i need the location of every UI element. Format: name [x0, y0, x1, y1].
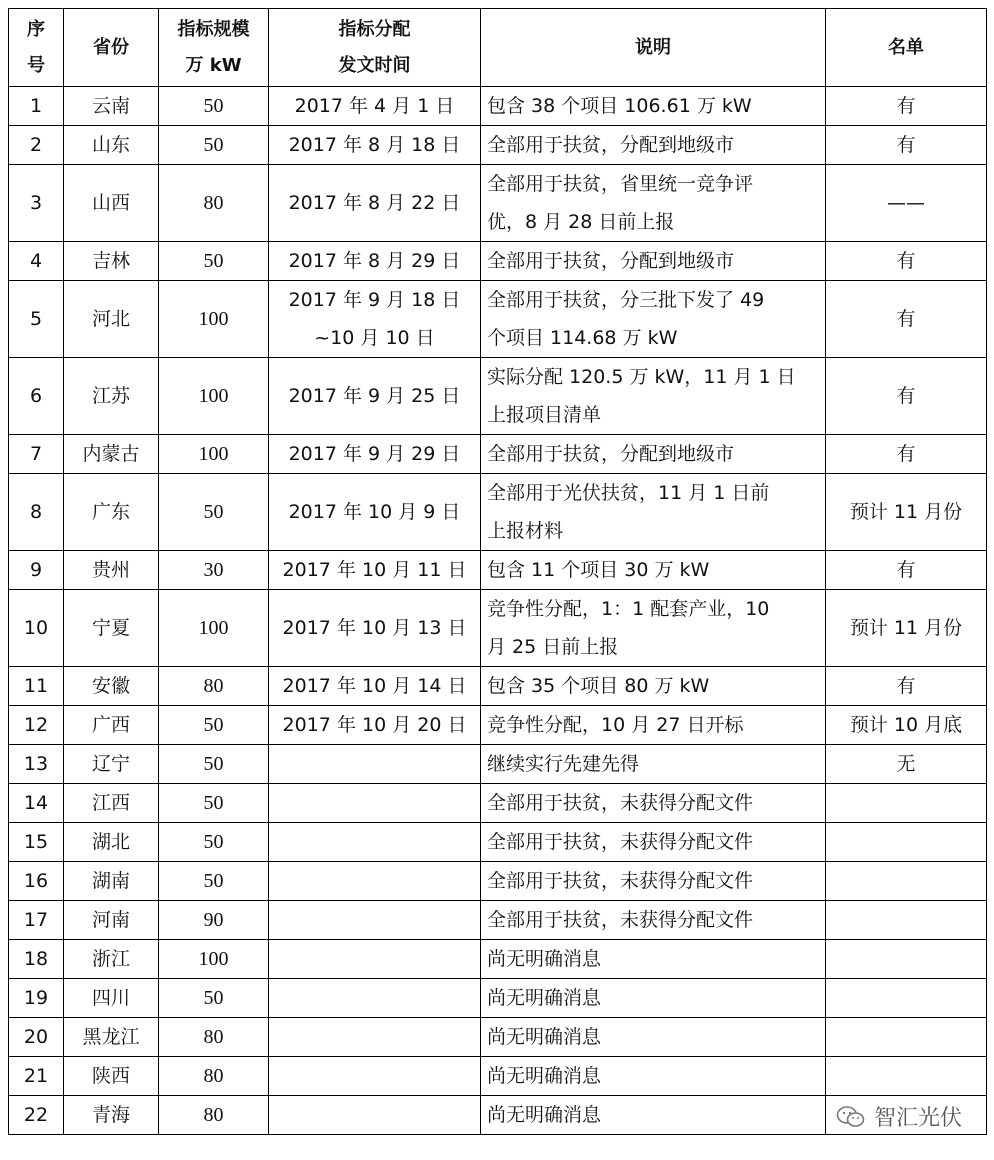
cell-note: 全部用于扶贫，未获得分配文件: [481, 901, 826, 940]
cell-scale: 80: [159, 1057, 269, 1096]
cell-list: 预计 11 月份: [826, 474, 987, 551]
cell-province: 山西: [64, 165, 159, 242]
table-row: [9, 126, 987, 165]
cell-province: 辽宁: [64, 745, 159, 784]
header-date: 指标分配 发文时间: [269, 9, 481, 87]
cell-seq: 7: [9, 435, 64, 474]
cell-list: 预计 11 月份: [826, 590, 987, 667]
cell-note: 全部用于扶贫，省里统一竞争评 优，8 月 28 日前上报: [481, 165, 826, 242]
cell-note: 全部用于扶贫，分配到地级市: [481, 435, 826, 474]
cell-date: [269, 1018, 481, 1057]
header-list: 名单: [826, 9, 987, 87]
cell-list: 有: [826, 667, 987, 706]
cell-list: 有: [826, 126, 987, 165]
cell-province: 湖南: [64, 862, 159, 901]
cell-province: 广东: [64, 474, 159, 551]
table-row: [9, 706, 987, 745]
cell-province: 江西: [64, 784, 159, 823]
table-row: [9, 823, 987, 862]
cell-note: 尚无明确消息: [481, 940, 826, 979]
cell-list: 有: [826, 87, 987, 126]
table-row: [9, 1057, 987, 1096]
cell-seq: 19: [9, 979, 64, 1018]
cell-province: 河北: [64, 281, 159, 358]
table-row: [9, 358, 987, 435]
cell-province: 吉林: [64, 242, 159, 281]
cell-note: 全部用于扶贫，未获得分配文件: [481, 823, 826, 862]
cell-date: 2017 年 10 月 20 日: [269, 706, 481, 745]
cell-seq: 22: [9, 1096, 64, 1135]
cell-seq: 17: [9, 901, 64, 940]
cell-scale: 50: [159, 979, 269, 1018]
table-body: [9, 87, 987, 1135]
cell-seq: 13: [9, 745, 64, 784]
cell-date: [269, 862, 481, 901]
cell-date: 2017 年 4 月 1 日: [269, 87, 481, 126]
cell-seq: 8: [9, 474, 64, 551]
cell-seq: 12: [9, 706, 64, 745]
cell-province: 浙江: [64, 940, 159, 979]
cell-note: 竞争性分配，1：1 配套产业，10 月 25 日前上报: [481, 590, 826, 667]
cell-scale: 50: [159, 784, 269, 823]
table-row: [9, 1018, 987, 1057]
cell-note: 包含 38 个项目 106.61 万 kW: [481, 87, 826, 126]
cell-scale: 50: [159, 474, 269, 551]
cell-scale: 50: [159, 862, 269, 901]
cell-seq: 10: [9, 590, 64, 667]
cell-list: [826, 823, 987, 862]
cell-scale: 50: [159, 242, 269, 281]
table-row: [9, 901, 987, 940]
cell-scale: 50: [159, 823, 269, 862]
cell-seq: 2: [9, 126, 64, 165]
cell-seq: 16: [9, 862, 64, 901]
cell-province: 黑龙江: [64, 1018, 159, 1057]
cell-seq: 6: [9, 358, 64, 435]
cell-date: [269, 1096, 481, 1135]
cell-list: [826, 784, 987, 823]
cell-note: 尚无明确消息: [481, 979, 826, 1018]
cell-seq: 4: [9, 242, 64, 281]
cell-date: [269, 784, 481, 823]
cell-list: 有: [826, 242, 987, 281]
table-row: [9, 590, 987, 667]
wechat-icon: [836, 1105, 866, 1129]
cell-list: [826, 979, 987, 1018]
cell-seq: 5: [9, 281, 64, 358]
allocation-table: [8, 8, 987, 1135]
cell-scale: 100: [159, 281, 269, 358]
header-seq: 序 号: [9, 9, 64, 87]
cell-list: 有: [826, 358, 987, 435]
cell-seq: 11: [9, 667, 64, 706]
cell-seq: 20: [9, 1018, 64, 1057]
cell-province: 宁夏: [64, 590, 159, 667]
cell-date: 2017 年 8 月 22 日: [269, 165, 481, 242]
cell-list: [826, 901, 987, 940]
cell-note: 实际分配 120.5 万 kW，11 月 1 日 上报项目清单: [481, 358, 826, 435]
table-row: [9, 165, 987, 242]
cell-date: [269, 1057, 481, 1096]
cell-note: 尚无明确消息: [481, 1096, 826, 1135]
cell-seq: 18: [9, 940, 64, 979]
cell-scale: 90: [159, 901, 269, 940]
cell-date: [269, 940, 481, 979]
cell-scale: 80: [159, 1018, 269, 1057]
cell-date: 2017 年 9 月 25 日: [269, 358, 481, 435]
header-province: 省份: [64, 9, 159, 87]
table-row: [9, 940, 987, 979]
cell-date: 2017 年 8 月 29 日: [269, 242, 481, 281]
cell-scale: 100: [159, 590, 269, 667]
cell-list: 预计 10 月底: [826, 706, 987, 745]
cell-note: 全部用于扶贫，未获得分配文件: [481, 862, 826, 901]
cell-list: [826, 1057, 987, 1096]
cell-list: 有: [826, 281, 987, 358]
cell-seq: 21: [9, 1057, 64, 1096]
cell-note: 全部用于光伏扶贫，11 月 1 日前 上报材料: [481, 474, 826, 551]
cell-seq: 9: [9, 551, 64, 590]
cell-note: 全部用于扶贫，分配到地级市: [481, 126, 826, 165]
cell-scale: 100: [159, 358, 269, 435]
cell-scale: 50: [159, 706, 269, 745]
cell-note: 全部用于扶贫，分三批下发了 49 个项目 114.68 万 kW: [481, 281, 826, 358]
cell-province: 山东: [64, 126, 159, 165]
cell-scale: 100: [159, 940, 269, 979]
cell-province: 四川: [64, 979, 159, 1018]
cell-date: 2017 年 8 月 18 日: [269, 126, 481, 165]
cell-seq: 3: [9, 165, 64, 242]
cell-date: 2017 年 9 月 29 日: [269, 435, 481, 474]
cell-seq: 15: [9, 823, 64, 862]
cell-date: 2017 年 9 月 18 日 ~10 月 10 日: [269, 281, 481, 358]
cell-province: 陕西: [64, 1057, 159, 1096]
table-row: [9, 435, 987, 474]
table-row: [9, 862, 987, 901]
cell-date: [269, 979, 481, 1018]
cell-date: [269, 823, 481, 862]
cell-scale: 50: [159, 87, 269, 126]
table-row: [9, 87, 987, 126]
table-row: [9, 784, 987, 823]
cell-date: 2017 年 10 月 13 日: [269, 590, 481, 667]
cell-note: 包含 11 个项目 30 万 kW: [481, 551, 826, 590]
cell-note: 全部用于扶贫，未获得分配文件: [481, 784, 826, 823]
header-row: [9, 9, 987, 87]
watermark-text: 智汇光伏: [873, 1106, 962, 1131]
cell-note: 尚无明确消息: [481, 1018, 826, 1057]
cell-province: 河南: [64, 901, 159, 940]
header-note: 说明: [481, 9, 826, 87]
cell-date: [269, 745, 481, 784]
cell-province: 湖北: [64, 823, 159, 862]
cell-date: 2017 年 10 月 9 日: [269, 474, 481, 551]
cell-note: 全部用于扶贫，分配到地级市: [481, 242, 826, 281]
cell-scale: 80: [159, 1096, 269, 1135]
cell-scale: 80: [159, 667, 269, 706]
cell-scale: 100: [159, 435, 269, 474]
cell-note: 尚无明确消息: [481, 1057, 826, 1096]
watermark: [832, 1101, 966, 1132]
cell-note: 继续实行先建先得: [481, 745, 826, 784]
cell-note: 包含 35 个项目 80 万 kW: [481, 667, 826, 706]
cell-province: 广西: [64, 706, 159, 745]
cell-scale: 80: [159, 165, 269, 242]
table-row: [9, 242, 987, 281]
cell-province: 内蒙古: [64, 435, 159, 474]
cell-scale: 50: [159, 126, 269, 165]
header-scale: 指标规模 万 kW: [159, 9, 269, 87]
cell-date: [269, 901, 481, 940]
table-row: [9, 281, 987, 358]
cell-province: 江苏: [64, 358, 159, 435]
cell-date: 2017 年 10 月 11 日: [269, 551, 481, 590]
cell-note: 竞争性分配，10 月 27 日开标: [481, 706, 826, 745]
cell-list: [826, 862, 987, 901]
table-row: [9, 551, 987, 590]
cell-list: 有: [826, 435, 987, 474]
cell-list: [826, 940, 987, 979]
cell-province: 安徽: [64, 667, 159, 706]
table-row: [9, 667, 987, 706]
cell-scale: 30: [159, 551, 269, 590]
cell-seq: 14: [9, 784, 64, 823]
cell-scale: 50: [159, 745, 269, 784]
table-row: [9, 979, 987, 1018]
cell-province: 贵州: [64, 551, 159, 590]
cell-list: ——: [826, 165, 987, 242]
cell-list: [826, 1018, 987, 1057]
cell-seq: 1: [9, 87, 64, 126]
table-row: [9, 474, 987, 551]
cell-list: 有: [826, 551, 987, 590]
cell-date: 2017 年 10 月 14 日: [269, 667, 481, 706]
cell-list: 无: [826, 745, 987, 784]
cell-province: 云南: [64, 87, 159, 126]
table-row: [9, 745, 987, 784]
cell-province: 青海: [64, 1096, 159, 1135]
